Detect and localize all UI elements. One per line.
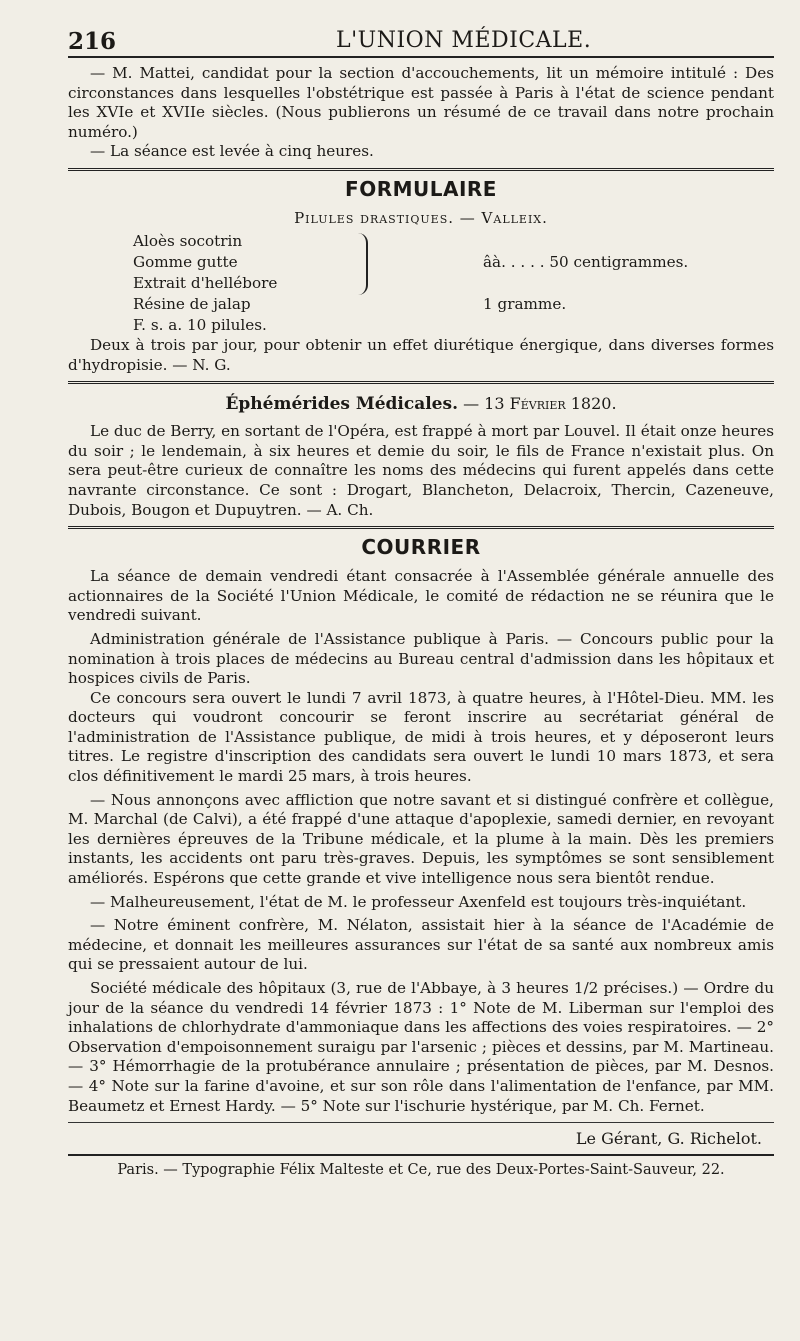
page-header [68, 22, 774, 56]
section-rule [68, 168, 774, 171]
courrier-paragraph: — Malheureusement, l'état de M. le professeur Axenfeld est toujours très-inquiétant. [90, 892, 747, 911]
section-rule [68, 381, 774, 384]
formula-heading [68, 209, 774, 227]
courrier-title: COURRIER [361, 535, 481, 560]
signature: Le Gérant, G. Richelot. [575, 1129, 762, 1149]
ingredient-name: Aloès socotrin [133, 231, 243, 250]
ingredient-row [68, 252, 774, 273]
ingredient-name: Gomme gutte [133, 252, 238, 271]
intro-paragraph-mattei: — M. Mattei, candidat pour la section d'accouchements, lit un mémoire intitulé : Des circonstances dans lesquelles l'obstétrique est passée à Paris à l'état de science pendant les XVIe et XVIIe siècles. (Nous publierons un résumé de ce travail dans notre prochain numéro.) [68, 64, 774, 141]
courrier-paragraph: La séance de demain vendredi étant consacrée à l'Assemblée générale annuelle des actionnaires de la Société l'Union Médicale, le comité de rédaction ne se réunira que le vendredi suivant. [68, 567, 774, 625]
ingredient-name: Extrait d'hellébore [133, 273, 278, 292]
printer-line: Paris. — Typographie Félix Malteste et Ce, rue des Deux-Portes-Saint-Sauveur, 22. [117, 1162, 725, 1179]
footer-rule-bottom [68, 1154, 774, 1156]
ingredient-name: Résine de jalap [133, 294, 251, 313]
journal-title: L'UNION MÉDICALE. [336, 28, 592, 53]
ephemerides-text: Le duc de Berry, en sortant de l'Opéra, est frappé à mort par Louvel. Il était onze heures du soir ; le lendemain, à six heures et demie du soir, le fils de France n'existait plus. On sera peut-être curieux de connaître les noms des médecins qui furent appelés dans cette navrante circonstance. Ce sont : Drogart, Blancheton, Delacroix, Thercin, Cazeneuve, Dubois, Bougon et Dupuytren. — A. Ch. [68, 422, 774, 519]
footer-rule [68, 1122, 774, 1123]
courrier-paragraph: Société médicale des hôpitaux (3, rue de l'Abbaye, à 3 heures 1/2 précises.) — Ordre du jour de la séance du vendredi 14 février 1873 : 1° Note de M. Liberman sur l'emploi des inhalations de chlorhydrate d'ammoniaque dans les affections des voies respiratoires. — 2° Observation d'empoisonnement suraigu par l'arsenic ; pièces et dessins, par M. Martineau. — 3° Hémorrhagie de la protubérance annulaire ; présentation de pièces, par M. Desnos. — 4° Note sur la farine d'avoine, et sur son rôle dans l'alimentation de l'enfance, par MM. Beaumetz et Ernest Hardy. — 5° Note sur l'ischurie hystérique, par M. Ch. Fernet. [68, 979, 774, 1115]
section-rule [68, 526, 774, 529]
intro-paragraph-seance: — La séance est levée à cinq heures. [90, 142, 374, 161]
formula-note: Deux à trois par jour, pour obtenir un effet diurétique énergique, dans diverses formes d'hydropisie. — N. G. [68, 335, 774, 374]
courrier-paragraph: Ce concours sera ouvert le lundi 7 avril 1873, à quatre heures, à l'Hôtel-Dieu. MM. les docteurs qui voudront concourir se feront inscrire au secrétariat général de l'administration de l'Assistance publique, de midi à trois heures, et y déposeront leurs titres. Le registre d'inscription des candidats sera ouvert le lundi 10 mars 1873, et sera clos définitivement le mardi 25 mars, à trois heures. [68, 688, 774, 786]
courrier-paragraph: — Nous annonçons avec affliction que notre savant et si distingué confrère et collègue, M. Marchal (de Calvi), a été frappé d'une attaque d'apoplexie, samedi dernier, en revoyant les dernières épreuves de la Tribune médicale, et la plume à la main. Dès les premiers instants, les accidents ont paru très-graves. Depuis, les symptômes se sont sensiblement améliorés. Espérons que cette grande et vive intelligence nous sera bientôt rendue. [68, 790, 774, 888]
ingredient-list [68, 231, 774, 315]
ingredient-qty: âà. . . . . 50 centigrammes. [483, 252, 689, 271]
ingredient-qty [333, 273, 774, 294]
ingredient-row [68, 273, 774, 294]
formula-fsa: F. s. a. 10 pilules. [133, 315, 267, 334]
ingredient-qty: 1 gramme. [483, 294, 567, 313]
page-number: 216 [68, 28, 117, 55]
courrier-paragraph: — Notre éminent confrère, M. Nélaton, assistait hier à la séance de l'Académie de médecine, et donnait les meilleures assurances sur l'état de sa santé aux nombreux amis qui se pressaient autour de lui. [68, 916, 774, 974]
ingredient-brace [358, 233, 368, 295]
ephemerides-date: — 13 Février 1820. [463, 394, 617, 414]
ingredient-qty [333, 231, 774, 252]
ingredient-row [68, 231, 774, 252]
formula-heading-text: Pilules drastiques. — Valleix. [294, 208, 548, 227]
ephemerides-title: Éphémérides Médicales. [225, 394, 458, 415]
formulaire-title: FORMULAIRE [345, 176, 497, 201]
courrier-paragraph: Administration générale de l'Assistance publique à Paris. — Concours public pour la nomination à trois places de médecins au Bureau central d'admission dans les hôpitaux et hospices civils de Paris. [68, 629, 774, 688]
ingredient-row [68, 294, 774, 315]
ephemerides-heading [68, 394, 774, 414]
